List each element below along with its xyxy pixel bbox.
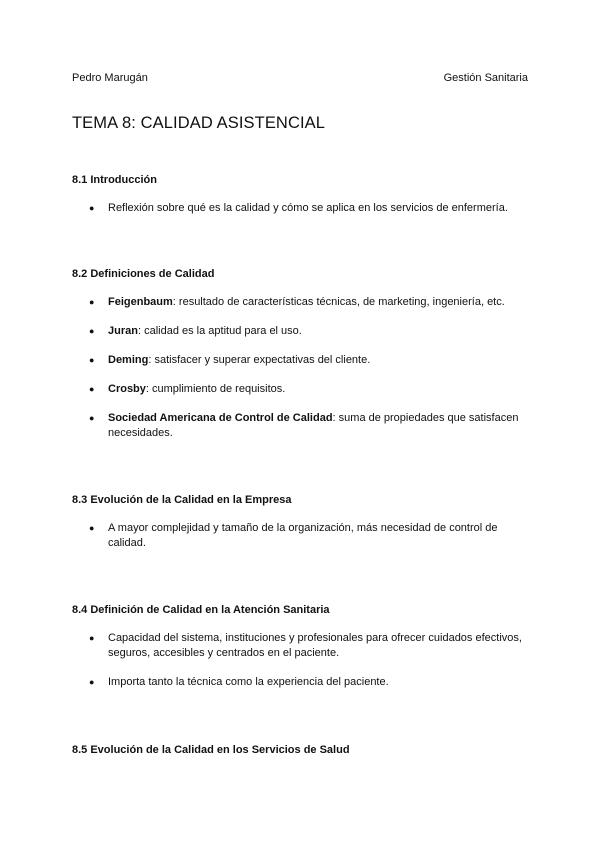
bullet-icon: ● bbox=[89, 326, 95, 336]
section-evolucion-salud bbox=[72, 743, 532, 757]
list-item bbox=[72, 521, 532, 551]
list-item bbox=[72, 675, 532, 690]
item-text: : calidad es la aptitud para el uso. bbox=[137, 325, 302, 337]
list-item bbox=[72, 411, 532, 441]
bullet-icon: ● bbox=[89, 677, 95, 687]
section-atencion-sanitaria bbox=[72, 603, 532, 704]
item-text: Importa tanto la técnica como la experiencia del paciente. bbox=[108, 676, 389, 688]
item-text: : satisfacer y superar expectativas del cliente. bbox=[148, 354, 371, 366]
item-text: Reflexión sobre qué es la calidad y cómo se aplica en los servicios de enfermería. bbox=[108, 202, 508, 214]
list-item bbox=[72, 295, 532, 310]
section-evolucion-empresa bbox=[72, 493, 532, 565]
item-term: Feigenbaum bbox=[108, 296, 173, 308]
bullet-icon: ● bbox=[89, 355, 95, 365]
bullet-icon: ● bbox=[89, 384, 95, 394]
list-item bbox=[72, 353, 532, 368]
section-heading: 8.4 Definición de Calidad en la Atención Sanitaria bbox=[72, 604, 330, 616]
list-item bbox=[72, 631, 532, 661]
section-heading: 8.2 Definiciones de Calidad bbox=[72, 268, 215, 280]
list-item bbox=[72, 324, 532, 339]
section-heading: 8.3 Evolución de la Calidad en la Empresa bbox=[72, 494, 292, 506]
page-title: TEMA 8: CALIDAD ASISTENCIAL bbox=[72, 114, 326, 132]
section-definiciones bbox=[72, 267, 532, 455]
item-text: : cumplimiento de requisitos. bbox=[145, 383, 286, 395]
bullet-list bbox=[72, 295, 532, 441]
section-heading: 8.1 Introducción bbox=[72, 174, 157, 186]
bullet-list bbox=[72, 201, 532, 216]
item-text: Capacidad del sistema, instituciones y profesionales para ofrecer cuidados efectivos, seguros, accesibles y centrados en el paciente. bbox=[108, 632, 522, 659]
item-text: : resultado de características técnicas, de marketing, ingeniería, etc. bbox=[172, 296, 505, 308]
item-term: Deming bbox=[108, 354, 149, 366]
item-term: Juran bbox=[108, 325, 138, 337]
section-introduccion bbox=[72, 173, 532, 230]
section-heading: 8.5 Evolución de la Calidad en los Servicios de Salud bbox=[72, 744, 350, 756]
bullet-icon: ● bbox=[89, 413, 95, 423]
header-subject: Gestión Sanitaria bbox=[443, 72, 528, 84]
item-term: Crosby bbox=[108, 383, 146, 395]
list-item bbox=[72, 382, 532, 397]
bullet-list bbox=[72, 631, 532, 690]
item-text: A mayor complejidad y tamaño de la organización, más necesidad de control de calidad. bbox=[108, 522, 498, 549]
item-text: : suma de propiedades que satisfacen necesidades. bbox=[108, 412, 519, 439]
header-author: Pedro Marugán bbox=[72, 72, 148, 84]
bullet-icon: ● bbox=[89, 297, 95, 307]
list-item bbox=[72, 201, 532, 216]
bullet-icon: ● bbox=[89, 633, 95, 643]
item-term: Sociedad Americana de Control de Calidad bbox=[108, 412, 333, 424]
bullet-icon: ● bbox=[89, 203, 95, 213]
bullet-list bbox=[72, 521, 532, 551]
page-header bbox=[72, 72, 528, 88]
bullet-icon: ● bbox=[89, 523, 95, 533]
